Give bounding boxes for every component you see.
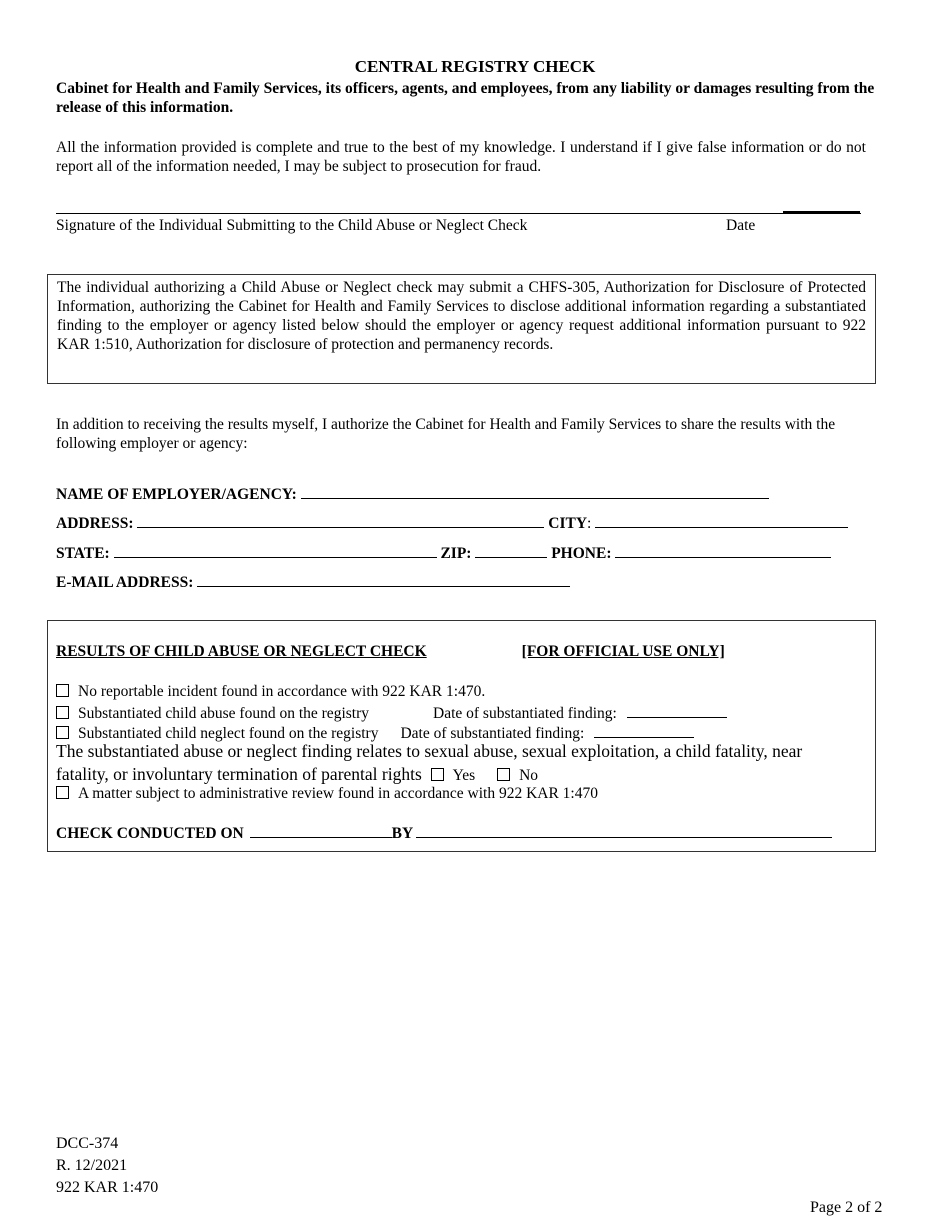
signature-label: Signature of the Individual Submitting to the Child Abuse or Neglect Check: [56, 217, 528, 234]
result-option-neglect: [56, 723, 694, 743]
yes-label: Yes: [452, 767, 476, 784]
results-heading-text: RESULTS OF CHILD ABUSE OR NEGLECT CHECK: [56, 643, 427, 660]
zip-label: ZIP:: [440, 545, 472, 562]
city-label: CITY: [548, 515, 588, 532]
no-checkbox[interactable]: [497, 768, 510, 781]
state-field[interactable]: [114, 543, 437, 558]
email-label: E-MAIL ADDRESS:: [56, 574, 194, 591]
no-incident-label: No reportable incident found in accordance with 922 KAR 1:470.: [78, 683, 486, 700]
relates-line-2: [56, 764, 538, 785]
abuse-date-label: Date of substantiated finding:: [433, 705, 617, 722]
neglect-checkbox[interactable]: [56, 726, 69, 739]
city-colon: :: [587, 515, 592, 532]
date-line[interactable]: [783, 211, 860, 213]
results-heading: [56, 643, 725, 661]
no-label: No: [519, 767, 539, 784]
page-number: Page 2 of 2: [810, 1199, 883, 1216]
address-field[interactable]: [137, 513, 544, 528]
employer-name-field[interactable]: [301, 484, 769, 499]
admin-review-label: A matter subject to administrative review found in accordance with 922 KAR 1:470: [78, 785, 598, 802]
official-results-box: [47, 620, 876, 852]
abuse-date-field[interactable]: [627, 703, 727, 718]
result-option-abuse: [56, 703, 727, 723]
yes-checkbox[interactable]: [431, 768, 444, 781]
neglect-date-field[interactable]: [594, 723, 694, 738]
email-field[interactable]: [197, 572, 570, 587]
zip-field[interactable]: [475, 543, 547, 558]
form-number: DCC-374: [56, 1135, 119, 1152]
city-field[interactable]: [595, 513, 848, 528]
signature-line[interactable]: [56, 213, 861, 214]
address-row: [56, 513, 848, 533]
no-incident-checkbox[interactable]: [56, 684, 69, 697]
liability-text: Cabinet for Health and Family Services, its officers, agents, and employees, from any liability or damages resulting from the release of this information.: [56, 80, 875, 116]
form-regulation: 922 KAR 1:470: [56, 1179, 159, 1196]
check-conducted-row: [56, 823, 832, 843]
abuse-checkbox[interactable]: [56, 706, 69, 719]
neglect-date-label: Date of substantiated finding:: [400, 725, 585, 742]
address-label: ADDRESS:: [56, 515, 134, 532]
phone-label: PHONE:: [551, 545, 612, 562]
disclosure-notice-box: The individual authorizing a Child Abuse or Neglect check may submit a CHFS-305, Authorization for Disclosure of Protected Information, authorizing the Cabinet for Health and Family Services to disclose additional information regarding a substantiated finding to the employer or agency listed below should the employer or agency request additional information pursuant to 922 KAR 1:510, Authorization for disclosure of protection and permanency records.: [47, 274, 876, 384]
certify-text: All the information provided is complete and true to the best of my knowledge. I understand if I give false information or do not report all of the information needed, I may be subject to prosecution for fraud.: [56, 139, 866, 175]
by-label: BY: [391, 825, 413, 842]
page-title: CENTRAL REGISTRY CHECK: [354, 57, 596, 76]
form-revision: R. 12/2021: [56, 1157, 128, 1174]
employer-name-row: [56, 484, 769, 504]
relates-line-1: The substantiated abuse or neglect finding relates to sexual abuse, sexual exploitation, a child fatality, near: [56, 741, 803, 761]
official-use-label: [FOR OFFICIAL USE ONLY]: [521, 643, 725, 660]
phone-field[interactable]: [615, 543, 831, 558]
date-label: Date: [726, 217, 756, 234]
state-row: [56, 543, 831, 563]
relates-line-2-text: fatality, or involuntary termination of parental rights: [56, 764, 422, 784]
check-conducted-label: CHECK CONDUCTED ON: [56, 825, 244, 842]
email-row: [56, 572, 570, 592]
check-conducted-date-field[interactable]: [250, 823, 392, 838]
form-footer: [56, 1133, 158, 1199]
result-option-no-incident: [56, 683, 485, 701]
neglect-label: Substantiated child neglect found on the registry: [78, 725, 379, 742]
abuse-label: Substantiated child abuse found on the registry: [78, 705, 369, 722]
state-label: STATE:: [56, 545, 110, 562]
employer-name-label: NAME OF EMPLOYER/AGENCY:: [56, 486, 297, 503]
result-option-admin-review: [56, 785, 598, 803]
share-text: In addition to receiving the results myself, I authorize the Cabinet for Health and Family Services to share the results with the following employer or agency:: [56, 416, 836, 452]
admin-review-checkbox[interactable]: [56, 786, 69, 799]
check-conducted-by-field[interactable]: [416, 823, 832, 838]
